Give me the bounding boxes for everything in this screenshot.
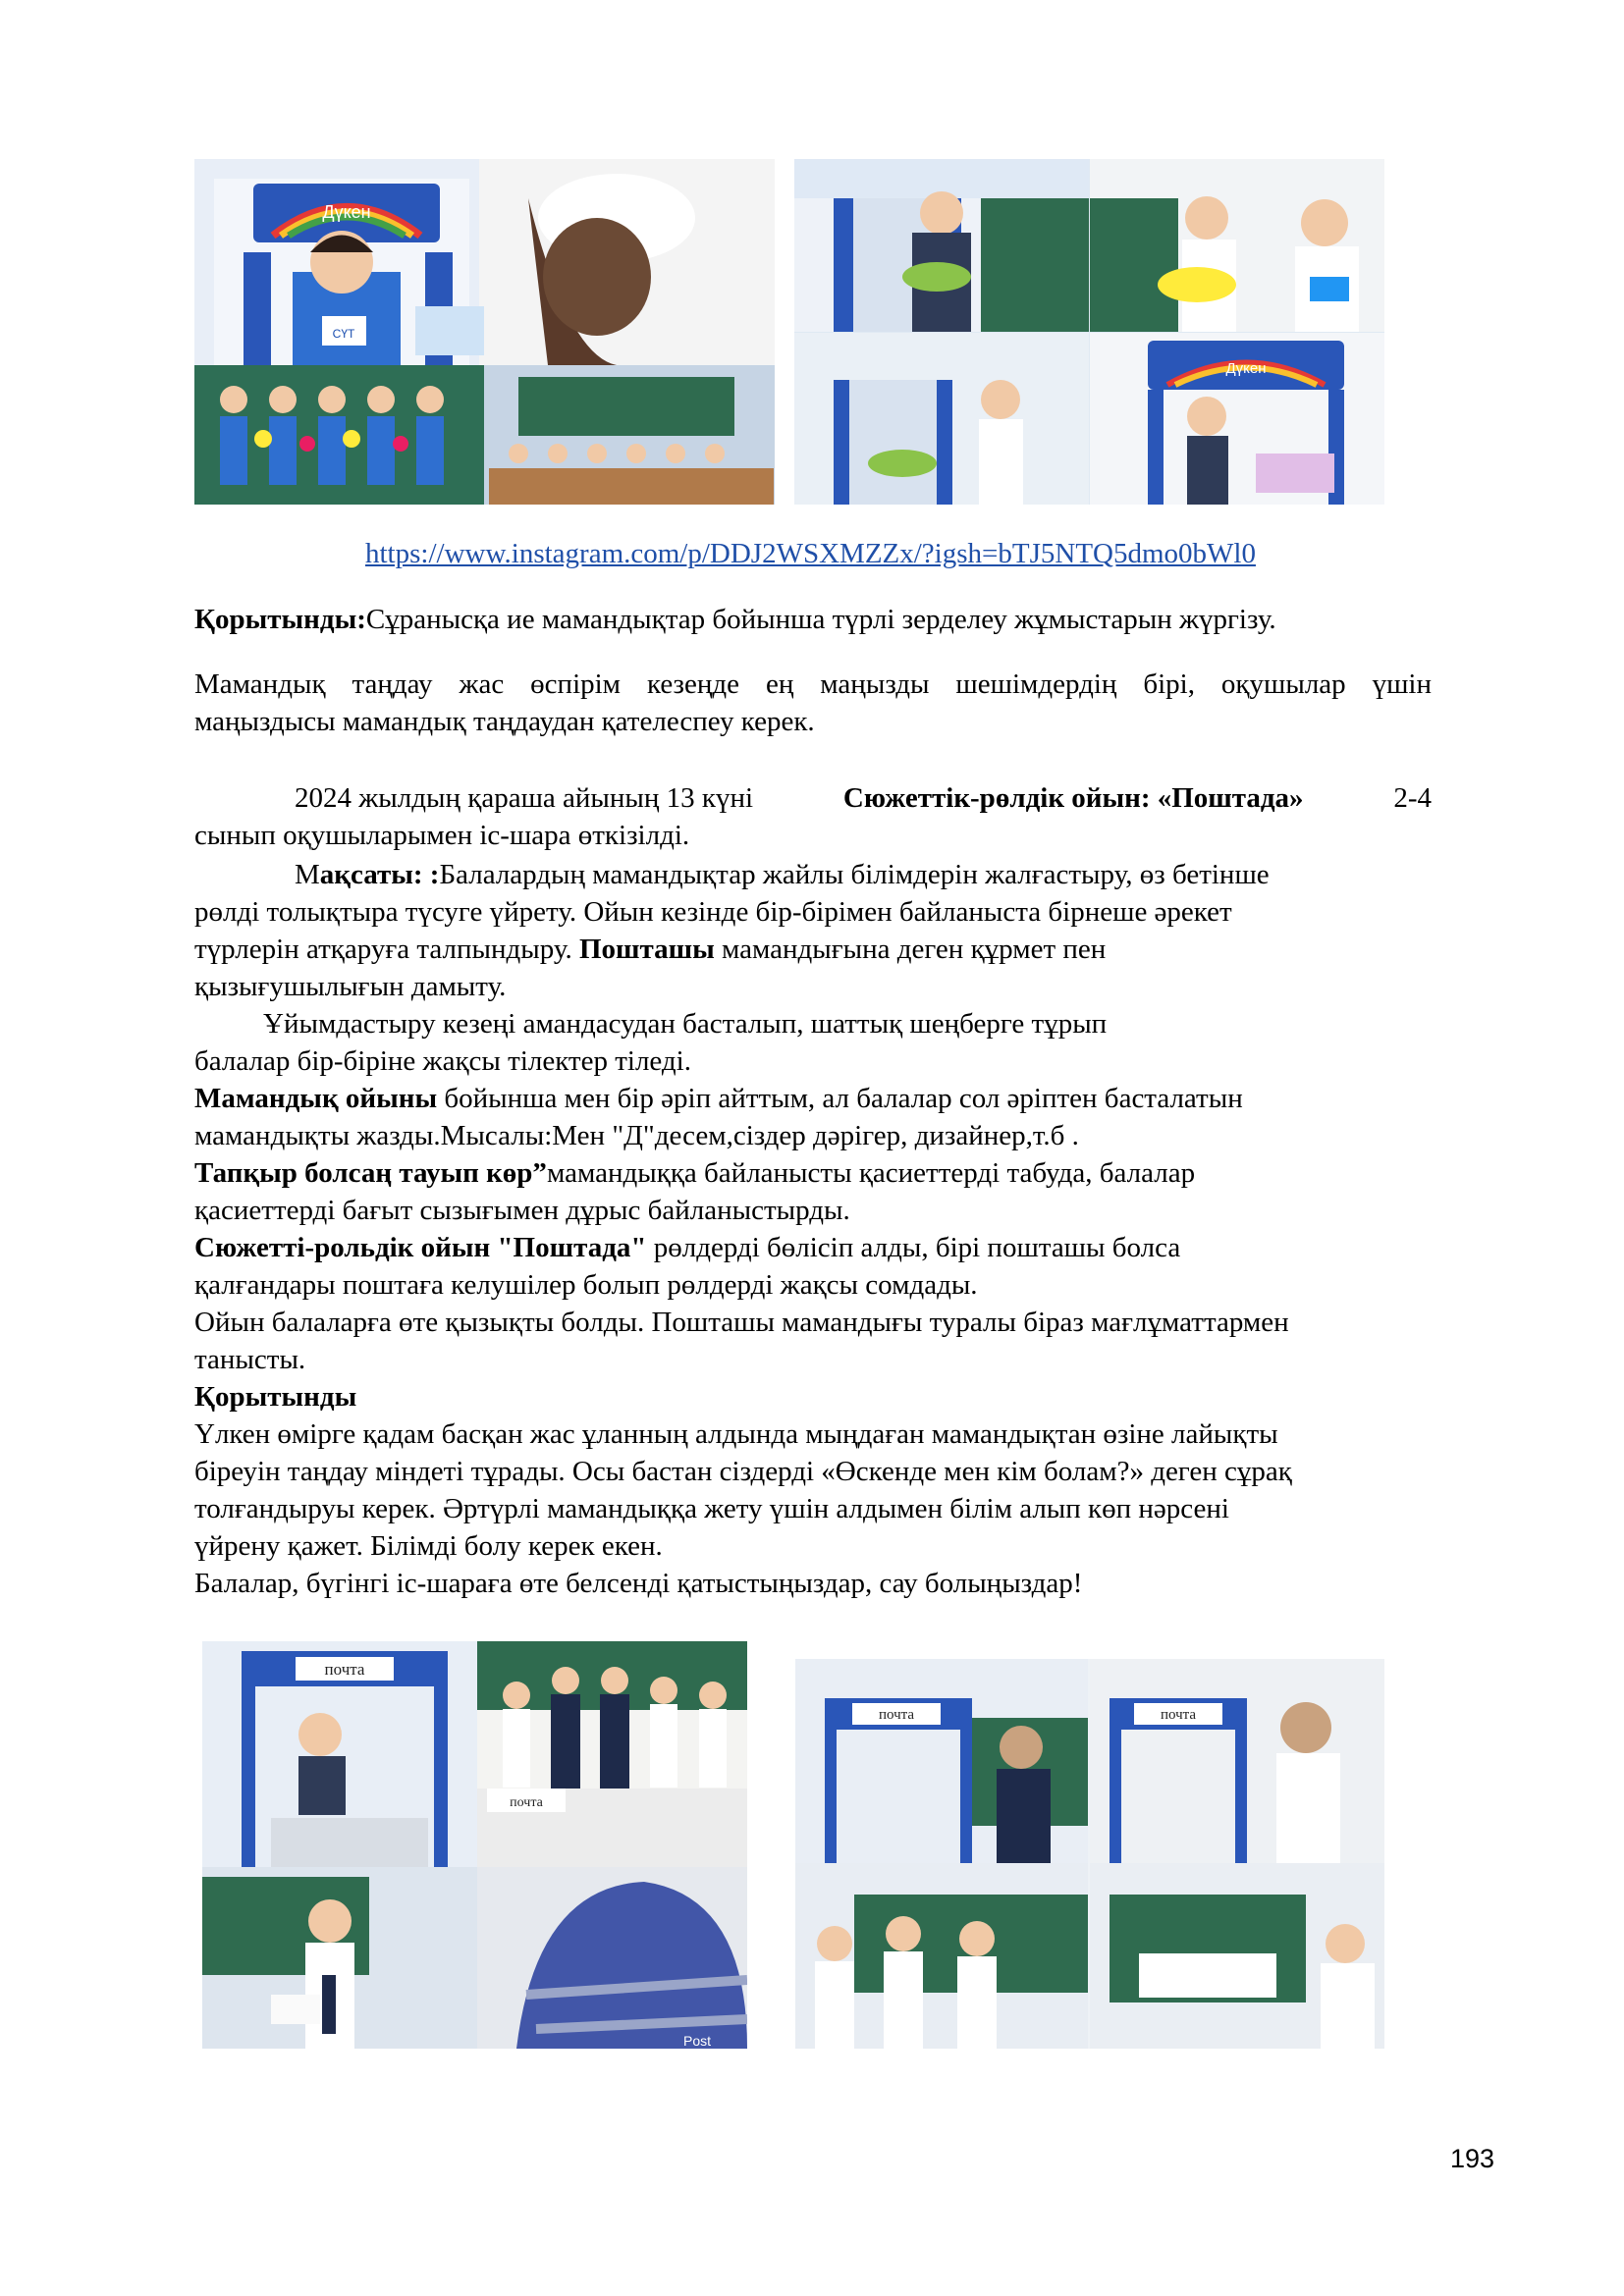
photo-collage-post-right xyxy=(795,1659,1384,2049)
post-sign: почта xyxy=(510,1795,543,1810)
final-line4: үйрену қажет. Білімді болу керек екен. xyxy=(194,1530,663,1562)
final-line1: Үлкен өмірге қадам басқан жас ұланның алдында мыңдаған мамандықтан өзіне лайықты xyxy=(194,1418,1278,1450)
paragraph-career-choice-line1: Мамандық таңдау жас өспірім кезеңде ең маңызды шешімдердің бірі, оқушылар үшін xyxy=(194,668,1432,700)
conclusion-label: Қорытынды: xyxy=(194,604,366,635)
goal-line1: Мақсаты: :Балалардың мамандықтар жайлы білімдерін жалғастыру, өз бетінше xyxy=(295,859,1270,890)
post-sign: почта xyxy=(878,1707,915,1723)
post-sign: почта xyxy=(1160,1707,1197,1723)
bag-label: Post xyxy=(683,2033,712,2049)
role-play-line2: қалғандары поштаға келушілер болып рөлдерді жақсы сомдады. xyxy=(194,1269,978,1301)
role-play-line1: Сюжетті-рольдік ойын "Поштада" рөлдерді бөлісіп алды, бірі пошташы болса xyxy=(194,1232,1181,1263)
profession-game-line2: мамандықты жазды.Мысалы:Мен "Д"десем,сіздер дәрігер, дизайнер,т.б . xyxy=(194,1120,1079,1151)
guess-game-line2: қасиеттерді бағыт сызығымен дұрыс байланыстырды. xyxy=(194,1195,850,1226)
goal-line3: түрлерін атқаруға талпындыру. Пошташы мамандығына деген құрмет пен xyxy=(194,934,1107,965)
organization-line1: Ұйымдастыру кезеңі амандасудан басталып, шаттық шеңберге тұрып xyxy=(263,1008,1108,1040)
page-number: 193 xyxy=(1450,2144,1495,2173)
guess-game-line1: Тапқыр болсаң тауып көр”мамандыққа байланысты қасиеттерді табуда, балалар xyxy=(194,1157,1196,1189)
photo-collage-shop-right xyxy=(794,159,1384,505)
conclusion-heading: Қорытынды xyxy=(194,1381,357,1413)
conclusion-paragraph: Қорытынды:Сұранысқа ие мамандықтар бойынша түрлі зерделеу жұмыстарын жүргізу. xyxy=(194,604,1276,635)
milk-label: СҮТ xyxy=(332,327,355,341)
photo-collage-post-left xyxy=(202,1641,747,2049)
paragraph-career-choice-line2: маңыздысы мамандық таңдаудан қателеспеу керек. xyxy=(194,706,815,737)
post-sign: почта xyxy=(324,1660,365,1679)
event-intro-line1: 2024 жылдың қараша айының 13 күні Сюжеттік-рөлдік ойын: «Поштада» 2-4 xyxy=(295,782,1432,814)
summary-line1: Ойын балаларға өте қызықты болды. Пошташы мамандығы туралы біраз мағлұматтармен xyxy=(194,1307,1289,1338)
goal-label: ақсаты: : xyxy=(319,859,440,890)
summary-line2: танысты. xyxy=(194,1344,306,1375)
organization-line2: балалар бір-біріне жақсы тілектер тіледі. xyxy=(194,1045,691,1077)
event-intro-line2: сынып оқушыларымен іс-шара өткізілді. xyxy=(194,820,690,851)
profession-game-line1: Мамандық ойыны бойынша мен бір әріп айттым, ал балалар сол әріптен басталатын xyxy=(194,1083,1243,1114)
instagram-link[interactable]: https://www.instagram.com/p/DDJ2WSXMZZx/?igsh=bTJ5NTQ5dmo0bWl0 xyxy=(365,538,1256,569)
shop-sign: Дүкен xyxy=(1225,360,1267,377)
goal-line2: рөлді толықтыра түсуге үйрету. Ойын кезінде бір-бірімен байланыста бірнеше әрекет xyxy=(194,896,1232,928)
shop-sign: Дүкен xyxy=(322,202,371,222)
final-line2: біреуін таңдау міндеті тұрады. Осы бастан сіздерді «Өскенде мен кім болам?» деген сұрақ xyxy=(194,1456,1292,1487)
photo-collage-shop-left xyxy=(194,159,775,505)
final-line3: толғандыруы керек. Әртүрлі мамандыққа жету үшін алдымен білім алып көп нәрсені xyxy=(194,1493,1229,1524)
goal-line4: қызығушылығын дамыту. xyxy=(194,971,507,1002)
final-line5: Балалар, бүгінгі іс-шараға өте белсенді қатыстыңыздар, сау болыңыздар! xyxy=(194,1568,1083,1599)
